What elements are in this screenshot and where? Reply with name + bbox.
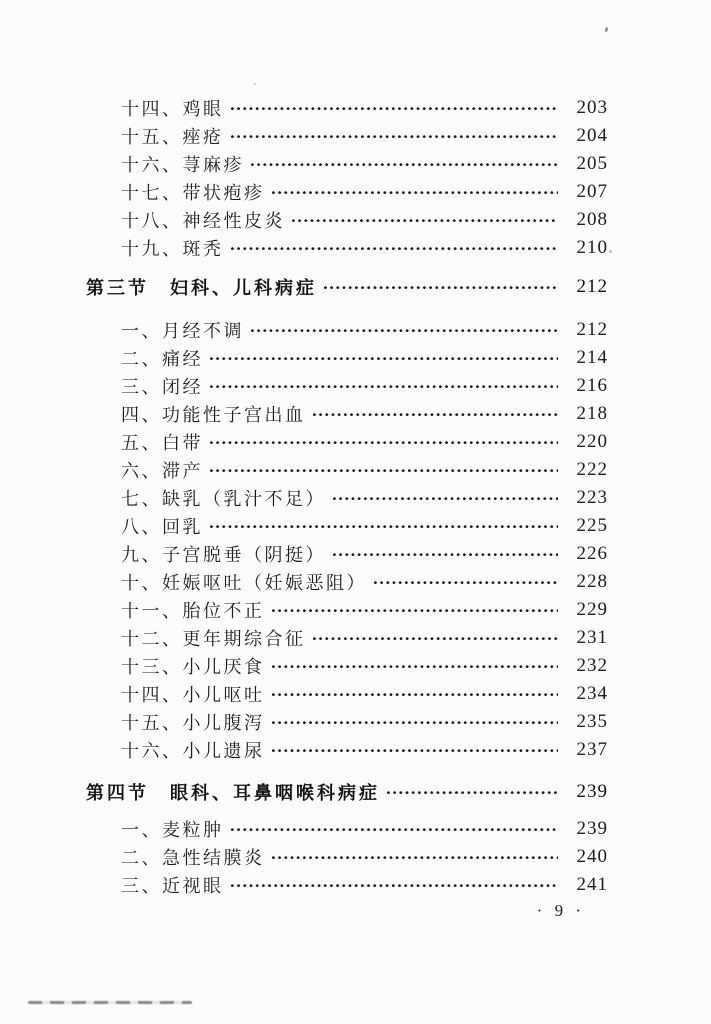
leader-dots bbox=[313, 413, 559, 417]
toc-entry bbox=[86, 428, 608, 456]
toc-entry-label: 七、缺乳（乳汁不足） bbox=[121, 489, 326, 509]
toc-entry-page: 216 bbox=[576, 375, 608, 396]
toc-entry bbox=[86, 206, 608, 234]
toc-entry-label: 十五、痤疮 bbox=[121, 127, 224, 147]
toc-entry-page: 239 bbox=[576, 818, 608, 839]
leader-dots bbox=[272, 665, 559, 669]
leader-dots bbox=[210, 469, 558, 473]
toc-entry-page: 205 bbox=[576, 153, 608, 174]
leader-dots bbox=[231, 107, 559, 111]
section-header-label: 第四节 眼科、耳鼻咽喉科病症 bbox=[86, 783, 380, 803]
leader-dots bbox=[292, 219, 558, 223]
toc-entry bbox=[86, 540, 608, 568]
toc-entry-page: 240 bbox=[576, 846, 608, 867]
toc-entry-page: 237 bbox=[576, 739, 608, 760]
toc-entry bbox=[86, 652, 608, 680]
section-header-page: 212 bbox=[576, 276, 608, 297]
scan-speck bbox=[604, 27, 608, 33]
toc-entry-page: 223 bbox=[576, 487, 608, 508]
toc-entry-page: 241 bbox=[576, 874, 608, 895]
toc-entry-page: 218 bbox=[576, 403, 608, 424]
leader-dots bbox=[231, 828, 559, 832]
toc-entry-label: 二、急性结膜炎 bbox=[121, 848, 265, 868]
leader-dots bbox=[387, 791, 558, 795]
section-header bbox=[86, 272, 608, 302]
toc-entry-label: 十四、鸡眼 bbox=[121, 99, 224, 119]
toc-entry-label: 十九、斑秃 bbox=[121, 239, 224, 259]
toc-entry bbox=[86, 150, 608, 178]
toc-entry-label: 九、子宫脱垂（阴挺） bbox=[121, 545, 326, 565]
toc-entry-label: 十、妊娠呕吐（妊娠恶阻） bbox=[121, 573, 367, 593]
toc-entry-page: 203 bbox=[576, 97, 608, 118]
toc-entry-label: 八、回乳 bbox=[121, 517, 203, 537]
leader-dots bbox=[272, 191, 559, 195]
leader-dots bbox=[333, 553, 558, 557]
leader-dots bbox=[251, 163, 558, 167]
toc-entry bbox=[86, 400, 608, 428]
section-header-label: 第三节 妇科、儿科病症 bbox=[86, 278, 317, 298]
toc-entry-page: 234 bbox=[576, 683, 608, 704]
leader-dots bbox=[333, 497, 558, 501]
toc-entry bbox=[86, 815, 608, 843]
toc-entry-label: 五、白带 bbox=[121, 433, 203, 453]
toc-entry bbox=[86, 736, 608, 764]
toc-entry-page: 214 bbox=[576, 347, 608, 368]
leader-dots bbox=[374, 581, 558, 585]
toc-entry-label: 一、麦粒肿 bbox=[121, 820, 224, 840]
toc-entry bbox=[86, 178, 608, 206]
toc-entry-label: 三、近视眼 bbox=[121, 876, 224, 896]
toc-entry-page: 228 bbox=[576, 571, 608, 592]
leader-dots bbox=[324, 286, 558, 290]
toc-entry bbox=[86, 843, 608, 871]
toc-entry-label: 十四、小儿呕吐 bbox=[121, 685, 265, 705]
toc-entry bbox=[86, 372, 608, 400]
leader-dots bbox=[272, 749, 559, 753]
toc-entry-label: 十六、小儿遗尿 bbox=[121, 741, 265, 761]
toc-entry-label: 十一、胎位不正 bbox=[121, 601, 265, 621]
section-header bbox=[86, 777, 608, 807]
section-header-page: 239 bbox=[576, 781, 608, 802]
leader-dots bbox=[251, 329, 558, 333]
toc-entry-label: 二、痛经 bbox=[121, 349, 203, 369]
toc-entry-label: 一、月经不调 bbox=[121, 321, 244, 341]
toc-entry bbox=[86, 484, 608, 512]
page-number: · 9 · bbox=[536, 901, 585, 920]
toc-entry bbox=[86, 708, 608, 736]
toc-entry-page: 212 bbox=[576, 319, 608, 340]
toc-entry-label: 十八、神经性皮炎 bbox=[121, 211, 285, 231]
toc-entry-page: 220 bbox=[576, 431, 608, 452]
toc-entry-label: 六、滞产 bbox=[121, 461, 203, 481]
toc-entry-label: 十五、小儿腹泻 bbox=[121, 713, 265, 733]
toc-entry bbox=[86, 871, 608, 899]
toc-entry-page: 208 bbox=[576, 209, 608, 230]
leader-dots bbox=[231, 135, 559, 139]
scan-speck bbox=[254, 83, 256, 85]
leader-dots bbox=[272, 609, 559, 613]
leader-dots bbox=[272, 693, 559, 697]
table-of-contents bbox=[86, 94, 608, 899]
toc-entry-label: 十三、小儿厌食 bbox=[121, 657, 265, 677]
toc-entry-page: 222 bbox=[576, 459, 608, 480]
toc-entry-label: 四、功能性子宫出血 bbox=[121, 405, 306, 425]
toc-entry bbox=[86, 596, 608, 624]
toc-entry bbox=[86, 624, 608, 652]
leader-dots bbox=[272, 721, 559, 725]
leader-dots bbox=[231, 884, 559, 888]
toc-entry-label: 十七、带状疱疹 bbox=[121, 183, 265, 203]
leader-dots bbox=[272, 856, 559, 860]
toc-entry bbox=[86, 94, 608, 122]
scan-speck bbox=[609, 250, 612, 253]
toc-entry-page: 204 bbox=[576, 125, 608, 146]
toc-entry-page: 229 bbox=[576, 599, 608, 620]
toc-entry-page: 210 bbox=[576, 237, 608, 258]
toc-entry-page: 232 bbox=[576, 655, 608, 676]
leader-dots bbox=[210, 525, 558, 529]
toc-entry bbox=[86, 512, 608, 540]
toc-entry-label: 三、闭经 bbox=[121, 377, 203, 397]
toc-entry bbox=[86, 122, 608, 150]
toc-entry bbox=[86, 316, 608, 344]
leader-dots bbox=[210, 441, 558, 445]
leader-dots bbox=[210, 385, 558, 389]
toc-entry-page: 225 bbox=[576, 515, 608, 536]
toc-entry bbox=[86, 234, 608, 262]
toc-entry bbox=[86, 456, 608, 484]
toc-entry bbox=[86, 568, 608, 596]
toc-entry-page: 231 bbox=[576, 627, 608, 648]
leader-dots bbox=[231, 247, 559, 251]
toc-entry bbox=[86, 680, 608, 708]
toc-entry-label: 十二、更年期综合征 bbox=[121, 629, 306, 649]
leader-dots bbox=[210, 357, 558, 361]
toc-entry-page: 207 bbox=[576, 181, 608, 202]
toc-entry-page: 235 bbox=[576, 711, 608, 732]
toc-entry-page: 226 bbox=[576, 543, 608, 564]
toc-entry-label: 十六、荨麻疹 bbox=[121, 155, 244, 175]
leader-dots bbox=[313, 637, 559, 641]
scan-artifact-line bbox=[28, 1001, 192, 1004]
toc-entry bbox=[86, 344, 608, 372]
